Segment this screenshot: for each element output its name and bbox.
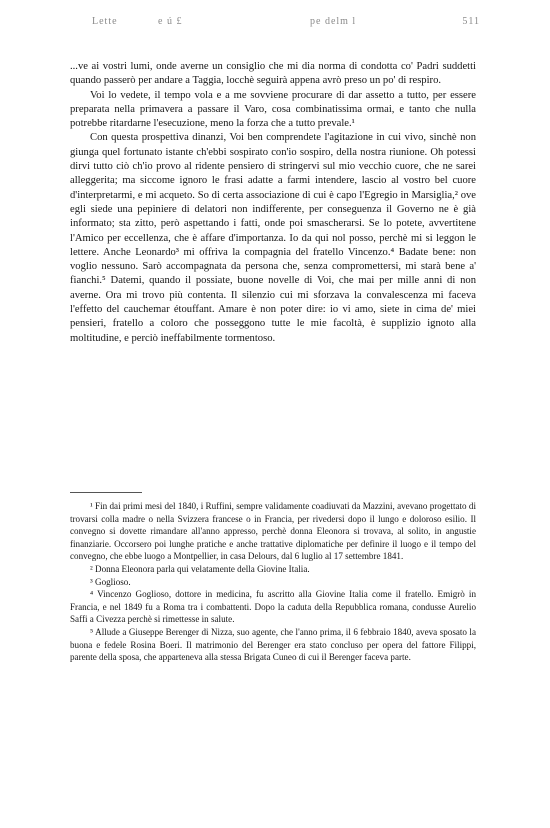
footnote-2: ² Donna Eleonora parla qui velatamente della Giovine Italia. [90,563,310,574]
footnote-5: ⁵ Allude a Giuseppe Berenger di Nizza, suo agente, che l'anno prima, il 6 febbraio 1840, aveva sposato la buona e fedele Rosina Boeri. Il matrimonio del Berenger era stato concluso per opera del fattore Filippi, parente della sposa, che apparteneva alla stessa Brigata Cuneo di cui il Berenger faceva parte. [70,626,476,663]
footnote-4: ⁴ Vincenzo Goglioso, dottore in medicina, fu ascritto alla Giovine Italia come il fratello. Emigrò in Francia, e nel 1849 fu a Roma tra i combattenti. Dopo la caduta della Repubblica romana, condusse Aurelio Saffi a Civezza perchè si rimettesse in salute. [70,589,476,625]
body-paragraph-1: ...ve ai vostri lumi, onde averne un consiglio che mi dia norma di condotta co' Padri suddetti quando passerò per andare a Taggia, locchè seguirà appena avrò preso un po' di respiro. [70,61,476,87]
body-paragraph-2: Voi lo vedete, il tempo vola e a me sovviene procurare di dar assetto a tutto, per essere preparata nella primavera a passare il Varo, cosa combinatissima ormai, e tanto che nulla potrebbe ritardarne l'esecuzione, meno la forza che a tutto prevale.¹ [70,89,476,130]
footnote-divider [70,492,142,493]
header-left-text: Lette [92,16,118,27]
header-middle-text: e ú £ [158,16,183,27]
footnote-1: ¹ Fin dai primi mesi del 1840, i Ruffini, sempre validamente coadiuvati da Mazzini, avevano progettato di trovarsi colla madre o nella Svizzera francese o in Francia, per rivedersi dopo il lungo e doloroso esilio. Il convegno si dovette rimandare all'anno appresso, perchè donna Eleonora si trovava, al solito, in angustie finanziarie. Occorsero poi lunghe pratiche e anche trattative diplomatiche per definire il luogo e il tempo del convegno, che ebbe luogo a Montpellier, in casa Delours, dal 6 luglio al 17 settembre 1841. [70,501,476,562]
page-number: 511 [462,16,480,27]
letter-body [70,60,476,346]
footnote-3: ³ Goglioso. [90,576,131,587]
body-paragraph-3: Con questa prospettiva dinanzi, Voi ben comprendete l'agitazione in cui vivo, sinchè non giunga quel fortunato istante ch'ebbi sospirato con'io sospiro, della nostra riunione. Oh potessi dirvi tutto ciò ch'io provo al ridente pensiero di stringervi sul mio vecchio cuore, che ne sarei alleggerita; ma siccome ignoro le frasi adatte a farmi intendere, lascio al vostro bel cuore d'interpretarmi, e mi acqueto. So di certa associazione di cui è capo l'Egregio in Marsiglia,² ove egli siede una pepiniere di delatori non indifferente, per conseguenza il Governo ne è già informato; sta zitto, però aspettando i fatti, onde poi smascherarsi. Se lo potete, avvertitene l'Amico per eccellenza, che è affare d'importanza. Io da qui nol posso, perchè mi si leggon le lettere. Anche Leonardo³ mi offriva la compagnia del fratello Vincenzo.⁴ Badate bene: non voglio nessuno. Sarò accompagnata da persona che, senza compromettersi, mi starà bene a' fianchi.⁵ Datemi, quando il possiate, buone novelle di Voi, che mai per mille anni di non averne. Ora mi trovo più contenta. Il silenzio cui mi sforzava la convalescenza mi faceva l'effetto del cauchemar étouffant. Amare è non poter dire: io vi amo, siete in cima de' miei pensieri, fratello a coloro che posseggono tutte le mie facoltà, è supplizio ignoto alla moltitudine, e perciò ineffabilmente tormentoso. [70,132,476,344]
footnotes [70,500,476,664]
header-right-text: pe delm l [310,16,357,27]
